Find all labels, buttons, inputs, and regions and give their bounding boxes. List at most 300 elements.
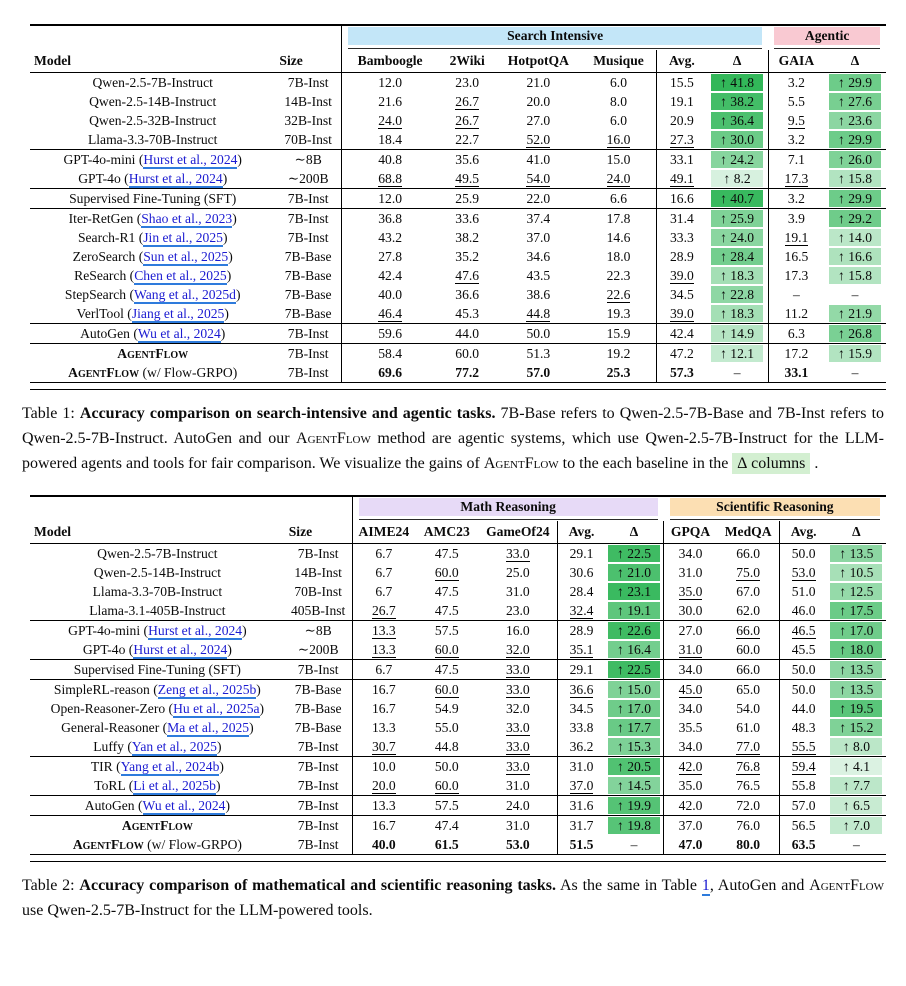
cell-value: 16.6 (670, 191, 694, 206)
cell-value: 75.0 (736, 564, 761, 580)
cell-value: 16.0 (606, 132, 631, 147)
value-cell (496, 130, 581, 150)
value-cell (717, 699, 780, 718)
cell-value: 21.6 (378, 94, 403, 109)
caption-text: method are agentic systems, which use Qwen-2.5-7B-Instruct for the LLM-powered agents and tools for fair comparison. We visualize the gains of (22, 429, 884, 472)
delta-badge: ↑ 13.5 (830, 545, 882, 562)
delta-cell (706, 304, 768, 324)
value-cell (768, 92, 824, 111)
cell-value: 55.0 (434, 719, 459, 735)
table2-bottom-rule (30, 861, 886, 862)
value-cell (438, 344, 496, 364)
value-cell (558, 815, 605, 835)
value-cell (415, 795, 478, 815)
band-cell (768, 25, 886, 50)
model-name: StepSearch (64, 287, 127, 302)
cell-value: – (851, 287, 859, 302)
value-cell (664, 835, 717, 855)
value-cell (415, 718, 478, 737)
size-cell: 7B-Inst (287, 346, 329, 361)
band-rule (359, 498, 658, 520)
cell-value: 31.0 (678, 641, 703, 657)
delta-cell (824, 324, 886, 344)
column-header: ∆ (706, 50, 768, 73)
model-name: Qwen-2.5-14B-Instruct (89, 94, 217, 109)
cell-value: 34.5 (569, 700, 594, 716)
value-cell (664, 679, 717, 699)
accuracy-table-1 (30, 24, 886, 383)
band-row (30, 25, 886, 50)
cell-value: 32.0 (505, 700, 530, 716)
column-group-band: Math Reasoning (359, 498, 658, 516)
cell-value: 66.0 (736, 622, 761, 638)
cell-value: 11.2 (784, 306, 809, 321)
value-cell (664, 543, 717, 563)
model-name: SimpleRL-reason (53, 681, 150, 697)
cell-value: 15.0 (606, 152, 631, 167)
value-cell (478, 815, 557, 835)
cell-value: 76.5 (736, 777, 761, 793)
value-cell (352, 835, 415, 855)
delta-cell (827, 718, 886, 737)
delta-cell (824, 189, 886, 209)
delta-cell (706, 266, 768, 285)
table-block (30, 209, 886, 324)
delta-badge: ↑ 23.1 (608, 583, 660, 600)
value-cell (438, 266, 496, 285)
cell-value: 33.0 (505, 681, 530, 697)
table-row (30, 620, 886, 640)
delta-badge: ↑ 12.5 (830, 583, 882, 600)
value-cell (780, 776, 827, 796)
citation-link[interactable]: Shao et al., 2023 (141, 211, 233, 226)
table2-caption (22, 874, 884, 924)
value-cell (657, 304, 706, 324)
cell-value: 51.5 (569, 836, 594, 852)
model-cell (30, 189, 275, 209)
citation-link[interactable]: Jiang et al., 2025 (131, 306, 225, 321)
cell-value: 42.4 (378, 268, 403, 283)
value-cell (415, 776, 478, 796)
value-cell (717, 659, 780, 679)
caption-text: AgentFlow (296, 429, 371, 447)
value-cell (352, 659, 415, 679)
cell-value: 18.4 (378, 132, 403, 147)
value-cell (415, 756, 478, 776)
band-lead-spacer (30, 25, 341, 50)
delta-badge: ↑ 18.0 (830, 641, 882, 658)
value-cell (415, 679, 478, 699)
column-header: Avg. (780, 521, 827, 544)
cell-value: 19.3 (606, 306, 631, 321)
value-cell (438, 209, 496, 229)
table-row (30, 73, 886, 93)
model-cell (30, 73, 275, 93)
model-name: AgentFlow (72, 836, 144, 852)
cell-value: 35.6 (455, 152, 480, 167)
value-cell (478, 563, 557, 582)
citation-link[interactable]: Sun et al., 2025 (143, 249, 229, 264)
value-cell (478, 601, 557, 621)
citation-link[interactable]: Hu et al., 2025a (173, 700, 260, 716)
delta-cell (706, 189, 768, 209)
model-name: Llama-3.3-70B-Instruct (87, 132, 218, 147)
delta-badge: ↑ 10.5 (830, 564, 882, 581)
cell-value: 69.6 (378, 365, 403, 380)
cell-value: 44.0 (455, 326, 480, 341)
value-cell (496, 266, 581, 285)
value-cell (768, 285, 824, 304)
value-cell (478, 582, 557, 601)
cell-value: 62.0 (736, 602, 761, 618)
cell-value: 29.1 (569, 545, 594, 561)
caption-text: to the each baseline in the (558, 454, 733, 472)
column-header: AIME24 (352, 521, 415, 544)
delta-cell (706, 73, 768, 93)
table-block (30, 795, 886, 815)
delta-cell (706, 344, 768, 364)
size-cell: ∼200B (287, 171, 329, 186)
citation-link[interactable]: Chen et al., 2025 (134, 268, 227, 283)
value-cell (717, 563, 780, 582)
model-cell: TIR (Yang et al., 2024b) (90, 758, 224, 774)
value-cell (496, 324, 581, 344)
cell-value: 30.7 (371, 738, 396, 754)
delta-cell (605, 776, 664, 796)
cell-value: 60.0 (434, 564, 459, 580)
delta-badge: ↑ 16.4 (608, 641, 660, 658)
value-cell (558, 679, 605, 699)
value-cell (478, 620, 557, 640)
delta-badge: ↑ 13.5 (830, 681, 882, 698)
table-block (30, 620, 886, 659)
caption-text: , AutoGen and (709, 876, 810, 894)
value-cell (717, 835, 780, 855)
value-cell (664, 737, 717, 757)
cell-value: 12.0 (378, 191, 403, 206)
cell-value: 31.7 (569, 817, 594, 833)
cell-value: 34.0 (678, 700, 703, 716)
cell-value: 35.2 (455, 249, 480, 264)
cell-value: 54.9 (434, 700, 459, 716)
model-cell: SimpleRL-reason (Zeng et al., 2025b) (53, 681, 261, 697)
table-row (30, 189, 886, 209)
cell-value: 61.0 (736, 719, 761, 735)
delta-cell (824, 73, 886, 93)
cell-value: 53.0 (791, 564, 816, 580)
citation-link[interactable]: Hurst et al., 2024 (128, 171, 223, 186)
delta-badge: ↑ 17.0 (830, 622, 882, 639)
value-cell (768, 363, 824, 383)
delta-cell (605, 815, 664, 835)
citation-link[interactable]: Hurst et al., 2024 (143, 152, 238, 167)
delta-badge: ↑ 15.8 (829, 267, 881, 284)
value-cell (558, 601, 605, 621)
cell-value: 26.7 (455, 94, 480, 109)
cell-value: 47.5 (434, 545, 459, 561)
value-cell (558, 699, 605, 718)
table-row (30, 679, 886, 699)
cell-value: 6.7 (375, 583, 393, 599)
value-cell (780, 601, 827, 621)
caption-text: Accuracy comparison of mathematical and scientific reasoning tasks. (79, 876, 557, 894)
value-cell (768, 189, 824, 209)
delta-badge: ↑ 22.5 (608, 661, 660, 678)
cell-value: 40.0 (371, 836, 396, 852)
cell-value: 47.5 (434, 583, 459, 599)
value-cell (581, 73, 657, 93)
value-cell (438, 285, 496, 304)
model-cell: AgentFlow (w/ Flow-GRPO) (72, 836, 242, 852)
cell-value: 33.1 (784, 365, 809, 380)
value-cell (664, 815, 717, 835)
delta-cell (706, 324, 768, 344)
cell-value: 23.0 (505, 602, 530, 618)
cell-value: 34.0 (678, 738, 703, 754)
cell-value: 31.4 (670, 211, 694, 226)
value-cell (496, 169, 581, 189)
value-cell (581, 247, 657, 266)
value-cell (558, 795, 605, 815)
value-cell (717, 718, 780, 737)
model-cell (30, 130, 275, 150)
value-cell (717, 601, 780, 621)
cell-value: 33.0 (505, 545, 530, 561)
value-cell (496, 209, 581, 229)
table-row (30, 130, 886, 150)
delta-badge: ↑ 26.8 (829, 325, 881, 342)
model-name: TIR (90, 758, 113, 774)
value-cell (415, 737, 478, 757)
cell-value: 16.0 (505, 622, 530, 638)
delta-cell (605, 756, 664, 776)
citation-link[interactable]: Jin et al., 2025 (143, 230, 223, 245)
citation-link[interactable]: Yan et al., 2025 (131, 738, 217, 754)
cell-value: 57.5 (434, 622, 459, 638)
cell-value: 3.2 (787, 191, 805, 206)
delta-badge: ↑ 28.4 (711, 248, 763, 265)
delta-badge: ↑ 13.5 (830, 661, 882, 678)
size-cell: 7B-Inst (287, 75, 329, 90)
cell-value: 47.5 (434, 661, 459, 677)
cell-value: – (733, 365, 741, 380)
delta-badge: ↑ 15.8 (829, 170, 881, 187)
value-cell (664, 640, 717, 660)
cell-value: 35.0 (678, 583, 703, 599)
cell-value: 25.9 (455, 191, 480, 206)
size-cell: 7B-Inst (297, 777, 339, 793)
cell-value: 20.9 (670, 113, 694, 128)
delta-cell (827, 737, 886, 757)
cell-value: 22.7 (455, 132, 480, 147)
cell-value: 45.5 (791, 641, 816, 657)
value-cell (496, 344, 581, 364)
value-cell (438, 247, 496, 266)
value-cell (478, 756, 557, 776)
value-cell (657, 247, 706, 266)
citation-link[interactable]: Wang et al., 2025d (134, 287, 236, 302)
model-cell: GPT-4o-mini (Hurst et al., 2024) (63, 152, 242, 167)
cell-value: 25.3 (606, 365, 631, 380)
delta-badge: ↑ 19.1 (608, 602, 660, 619)
delta-badge: ↑ 15.0 (608, 681, 660, 698)
value-cell (657, 111, 706, 130)
cell-value: 22.0 (526, 191, 551, 206)
size-cell: 70B-Inst (284, 132, 332, 147)
band-cell (664, 496, 886, 521)
citation-link[interactable]: Zeng et al., 2025b (157, 681, 257, 697)
delta-cell (827, 756, 886, 776)
citation-link[interactable]: Wu et al., 2024 (142, 797, 226, 813)
delta-badge: ↑ 16.6 (829, 248, 881, 265)
citation-link[interactable]: Yang et al., 2024b (120, 758, 220, 774)
cell-value: 33.6 (455, 211, 480, 226)
cell-value: 26.7 (371, 602, 396, 618)
size-cell: 7B-Inst (287, 211, 329, 226)
column-header: Model (30, 521, 285, 544)
value-cell (824, 285, 886, 304)
value-cell (478, 699, 557, 718)
delta-cell (706, 247, 768, 266)
value-cell (581, 130, 657, 150)
cell-value: 24.0 (378, 113, 403, 128)
cell-value: 6.3 (787, 326, 805, 341)
caption-text: . (810, 454, 819, 472)
band-row (30, 496, 886, 521)
delta-cell (605, 718, 664, 737)
model-name: AutoGen (80, 326, 130, 341)
delta-badge: ↑ 25.9 (711, 210, 763, 227)
cell-value: 29.1 (569, 661, 594, 677)
citation-link[interactable]: Hurst et al., 2024 (133, 641, 228, 657)
cell-value: 48.3 (791, 719, 816, 735)
value-cell (496, 111, 581, 130)
table1-bottom-rule (30, 389, 886, 390)
cell-value: 30.6 (569, 564, 594, 580)
model-cell: ToRL (Li et al., 2025b) (94, 777, 221, 793)
value-cell (664, 795, 717, 815)
model-name: Llama-3.1-405B-Instruct (89, 602, 226, 618)
model-cell: AutoGen (Wu et al., 2024) (80, 326, 226, 341)
cell-value: 17.3 (784, 268, 809, 283)
value-cell (581, 169, 657, 189)
citation-link[interactable]: Hurst et al., 2024 (148, 622, 243, 638)
cell-value: 33.0 (505, 738, 530, 754)
cell-value: 66.0 (736, 545, 761, 561)
value-cell (780, 835, 827, 855)
column-header: ∆ (824, 50, 886, 73)
delta-badge: ↑ 8.0 (830, 738, 882, 755)
cell-value: 65.0 (736, 681, 761, 697)
delta-badge: ↑ 41.8 (711, 74, 763, 91)
cell-value: 20.0 (526, 94, 551, 109)
value-cell (657, 344, 706, 364)
table-row (30, 776, 886, 796)
accuracy-table-2 (30, 495, 886, 855)
delta-cell (706, 209, 768, 229)
value-cell (717, 737, 780, 757)
cell-value: 76.8 (736, 758, 761, 774)
cell-value: 32.4 (569, 602, 594, 618)
value-cell (768, 228, 824, 247)
cell-value: 37.0 (678, 817, 703, 833)
delta-badge: ↑ 24.0 (711, 229, 763, 246)
table-row (30, 563, 886, 582)
value-cell (780, 756, 827, 776)
column-header: Avg. (657, 50, 706, 73)
delta-cell (824, 209, 886, 229)
table-row (30, 266, 886, 285)
cell-value: 27.8 (378, 249, 403, 264)
cell-value: 33.8 (569, 719, 594, 735)
value-cell (352, 718, 415, 737)
delta-badge: ↑ 21.9 (829, 305, 881, 322)
value-cell (415, 543, 478, 563)
cell-value: 31.0 (505, 583, 530, 599)
band-cell (352, 496, 664, 521)
citation-link[interactable]: Wu et al., 2024 (137, 326, 221, 341)
table-block (30, 73, 886, 150)
table-row (30, 150, 886, 170)
value-cell (768, 324, 824, 344)
delta-cell (824, 150, 886, 170)
caption-text: As the same in Table (556, 876, 702, 894)
value-cell (824, 363, 886, 383)
delta-badge: ↑ 19.5 (830, 700, 882, 717)
delta-badge: ↑ 15.2 (830, 719, 882, 736)
size-cell: 7B-Inst (287, 230, 329, 245)
delta-cell (824, 304, 886, 324)
value-cell (657, 228, 706, 247)
table-ref-link[interactable]: 1 (701, 876, 710, 894)
cell-value: 19.1 (670, 94, 694, 109)
cell-value: 44.8 (434, 738, 459, 754)
value-cell (657, 266, 706, 285)
value-cell (558, 776, 605, 796)
delta-cell (824, 92, 886, 111)
delta-badge: ↑ 17.0 (608, 700, 660, 717)
value-cell (657, 324, 706, 344)
cell-value: 19.1 (784, 230, 809, 245)
value-cell (664, 718, 717, 737)
size-cell: 7B-Inst (297, 661, 339, 677)
cell-value: 43.5 (526, 268, 551, 283)
value-cell (581, 324, 657, 344)
model-cell (30, 111, 275, 130)
citation-link[interactable]: Ma et al., 2025 (167, 719, 250, 735)
value-cell (780, 815, 827, 835)
header-row (30, 50, 886, 73)
value-cell (657, 363, 706, 383)
value-cell (478, 543, 557, 563)
table-row (30, 795, 886, 815)
column-header: 2Wiki (438, 50, 496, 73)
accuracy-table-1-wrap (30, 24, 886, 390)
delta-badge: ↑ 22.6 (608, 622, 660, 639)
cell-value: 34.6 (526, 249, 551, 264)
value-cell (717, 640, 780, 660)
value-cell (657, 169, 706, 189)
cell-value: 77.0 (736, 738, 761, 754)
value-cell (438, 130, 496, 150)
band-rule (348, 27, 762, 49)
value-cell (581, 363, 657, 383)
value-cell (341, 169, 438, 189)
delta-cell (605, 620, 664, 640)
citation-link[interactable]: Li et al., 2025b (133, 777, 216, 793)
size-cell: 7B-Base (284, 287, 332, 302)
size-cell: 70B-Inst (294, 583, 342, 599)
